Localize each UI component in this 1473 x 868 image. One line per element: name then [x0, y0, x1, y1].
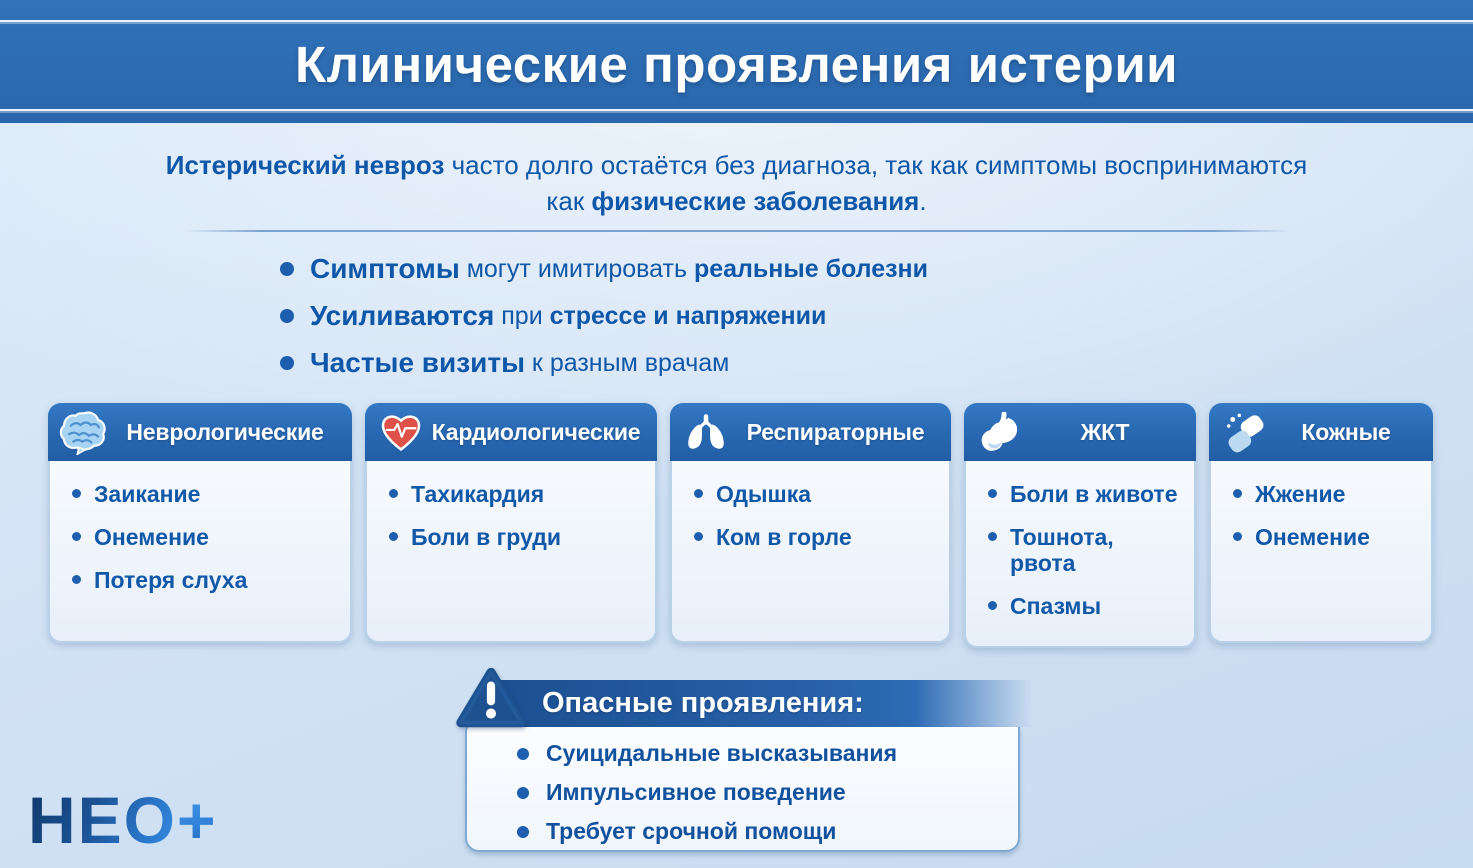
bullet-dot-icon — [280, 262, 294, 276]
warning-body — [465, 727, 1020, 852]
symptom-card-respiratory — [670, 403, 951, 643]
bullet-dot-icon — [517, 748, 529, 760]
bullet-dot-icon — [517, 787, 529, 799]
list-item — [280, 253, 928, 285]
skin-patch-icon — [1219, 408, 1271, 456]
stomach-icon — [974, 408, 1026, 456]
bullet-dot-icon — [280, 309, 294, 323]
list-item — [1233, 481, 1417, 507]
header-rule-top — [0, 20, 1473, 22]
card-title: Кожные — [1301, 418, 1391, 445]
card-header — [48, 403, 352, 461]
bullet-dot-icon — [694, 489, 703, 498]
logo-text: НЕО — [28, 783, 178, 857]
list-item — [72, 524, 336, 550]
list-item — [72, 481, 336, 507]
bullet-dot-icon — [389, 489, 398, 498]
symptom-label: Одышка — [716, 481, 812, 507]
symptom-cards-row — [48, 403, 1433, 643]
header-rule-bottom — [0, 109, 1473, 111]
lungs-icon — [680, 408, 732, 456]
bullet-dot-icon — [389, 532, 398, 541]
key-point-lead: Усиливаются — [310, 300, 495, 331]
card-header — [670, 403, 951, 461]
symptom-label: Боли в груди — [411, 524, 561, 550]
intro-bold-lead: Истерический невроз — [165, 150, 445, 180]
warning-label: Суицидальные высказывания — [546, 740, 897, 766]
card-items — [48, 461, 352, 643]
bullet-dot-icon — [72, 532, 81, 541]
key-point-text: к разным врачам — [524, 348, 730, 377]
symptom-label: Боли в животе — [1010, 481, 1178, 507]
list-item — [988, 524, 1180, 576]
warning-title: Опасные проявления: — [542, 687, 864, 719]
card-header — [1209, 403, 1433, 461]
bullet-dot-icon — [1233, 489, 1242, 498]
list-item — [517, 818, 1018, 845]
intro-paragraph — [0, 147, 1473, 219]
symptom-card-skin — [1209, 403, 1433, 643]
logo-plus-icon: + — [177, 783, 218, 857]
card-header — [964, 403, 1196, 461]
card-title: Неврологические — [126, 418, 324, 445]
card-items — [365, 461, 657, 643]
bullet-dot-icon — [72, 575, 81, 584]
card-header — [365, 403, 657, 461]
bullet-dot-icon — [280, 356, 294, 370]
list-item — [988, 481, 1180, 507]
intro-bold-tail: физические заболевания — [591, 186, 920, 216]
list-item — [72, 567, 336, 593]
symptom-card-neurological — [48, 403, 352, 643]
warning-label: Требует срочной помощи — [546, 818, 837, 844]
key-points-list — [280, 253, 928, 394]
heart-ecg-icon — [375, 408, 427, 456]
card-items — [670, 461, 951, 643]
brain-icon — [58, 408, 110, 456]
bullet-dot-icon — [694, 532, 703, 541]
page-title: Клинические проявления истерии — [294, 36, 1179, 93]
symptom-card-cardiological — [365, 403, 657, 643]
intro-line2-pre: как — [546, 186, 592, 216]
list-item — [694, 481, 935, 507]
bullet-dot-icon — [72, 489, 81, 498]
symptom-label: Онемение — [94, 524, 209, 550]
list-item — [694, 524, 935, 550]
symptom-label: Спазмы — [1010, 593, 1102, 619]
key-point-emph: стрессе и напряжении — [549, 301, 827, 330]
brand-logo — [28, 783, 218, 857]
list-item — [389, 481, 641, 507]
warning-label: Импульсивное поведение — [546, 779, 846, 805]
list-item — [1233, 524, 1417, 550]
warning-header — [500, 680, 1032, 727]
key-point-text: при — [494, 301, 550, 330]
bullet-dot-icon — [988, 532, 997, 541]
symptom-card-gastrointestinal — [964, 403, 1196, 643]
symptom-label: Онемение — [1255, 524, 1370, 550]
list-item — [280, 347, 928, 379]
intro-text — [0, 147, 1473, 219]
bullet-dot-icon — [988, 601, 997, 610]
card-title: ЖКТ — [1080, 418, 1130, 445]
symptom-label: Заикание — [94, 481, 201, 507]
card-items — [1209, 461, 1433, 643]
symptom-label: Жжение — [1255, 481, 1346, 507]
intro-line1: часто долго остаётся без диагноза, так как симптомы воспринимаются — [444, 150, 1308, 180]
symptom-label: Потеря слуха — [94, 567, 248, 593]
key-point-lead: Частые визиты — [310, 347, 525, 378]
bullet-dot-icon — [988, 489, 997, 498]
symptom-label: Тахикардия — [411, 481, 545, 507]
card-items — [964, 461, 1196, 648]
header-band — [0, 0, 1473, 123]
divider-line — [185, 230, 1290, 232]
key-point-text: могут имитировать — [459, 254, 694, 283]
symptom-label: Ком в горле — [716, 524, 852, 550]
list-item — [389, 524, 641, 550]
key-point-lead: Симптомы — [310, 253, 460, 284]
list-item — [988, 593, 1180, 619]
list-item — [280, 300, 928, 332]
list-item — [517, 740, 1018, 767]
card-title: Кардиологические — [431, 418, 641, 445]
bullet-dot-icon — [517, 826, 529, 838]
intro-line2-end: . — [919, 186, 927, 216]
warning-triangle-icon — [453, 666, 529, 730]
bullet-dot-icon — [1233, 532, 1242, 541]
warning-items — [517, 740, 1018, 845]
symptom-label: Тошнота, рвота — [1010, 524, 1114, 576]
list-item — [517, 779, 1018, 806]
card-title: Респираторные — [746, 418, 925, 445]
key-point-emph: реальные болезни — [693, 254, 929, 283]
